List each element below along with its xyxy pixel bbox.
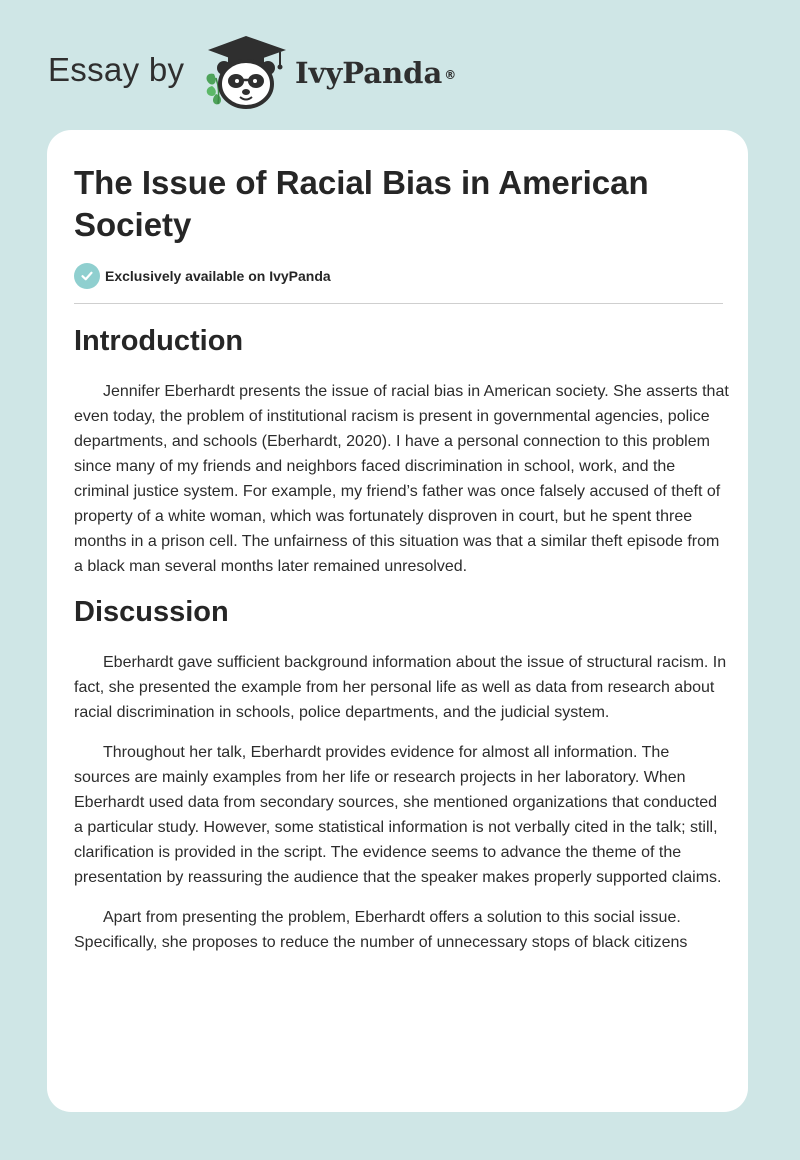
section-heading-discussion: Discussion: [74, 596, 229, 628]
brand-name[interactable]: [295, 53, 456, 93]
exclusive-badge: [74, 262, 331, 290]
brand-prefix: Essay by: [48, 51, 185, 88]
title-divider: [74, 303, 723, 304]
essay-body: [74, 324, 729, 955]
essay-card: [47, 130, 748, 1112]
exclusive-badge-label: Exclusively available on IvyPanda: [105, 268, 331, 284]
brand-name-text: IvyPanda: [295, 56, 443, 90]
panda-logo-icon[interactable]: [200, 34, 292, 110]
essay-title: The Issue of Racial Bias in American Society: [74, 164, 649, 243]
paragraph: Throughout her talk, Eberhardt provides evidence for almost all information. The sources are mainly examples from her life or research projects in her laboratory. When Eberhardt used data from secondary sources, she mentioned organizations that conducted a particular study. However, some statistical information is not verbally cited in the talk; still, clarification is provided in the script. The evidence seems to advance the theme of the presentation by reassuring the audience that the speaker makes properly supported claims.: [74, 744, 722, 886]
paragraph: Eberhardt gave sufficient background information about the issue of structural racism. In fact, she presented the example from her personal life as well as data from research about racial discrimination in schools, police departments, and the judicial system.: [74, 654, 727, 721]
registered-mark: ®: [444, 68, 457, 82]
checkmark-icon: [74, 263, 100, 289]
section-heading-introduction: Introduction: [74, 325, 244, 357]
paragraph: Apart from presenting the problem, Eberhardt offers a solution to this social issue. Specifically, she proposes to reduce the number of unnecessary stops of black citizens: [74, 909, 688, 951]
paragraph: Jennifer Eberhardt presents the issue of racial bias in American society. She asserts that even today, the problem of institutional racism is present in governmental agencies, police departments, and schools (Eberhardt, 2020). I have a personal connection to this problem since many of my friends and neighbors faced discrimination in school, work, and the criminal justice system. For example, my friend’s father was once falsely accused of theft of property of a white woman, which was fortunately disproven in court, but he spent three months in a prison cell. The unfairness of this situation was that a similar theft episode from a black man several months later remained unresolved.: [74, 383, 729, 575]
site-header: [0, 0, 800, 130]
